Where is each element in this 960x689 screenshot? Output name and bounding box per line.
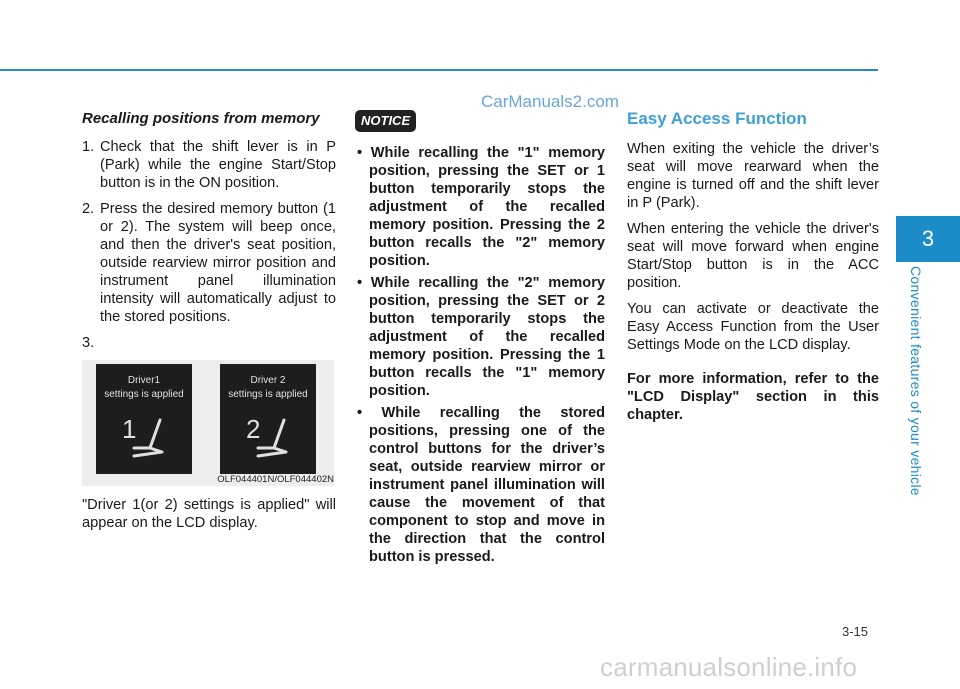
paragraph: When exiting the vehicle the driver’s seat will move rearward when the engine is turned off and the shift lever in P (Park).	[627, 141, 879, 211]
step-3	[82, 334, 336, 352]
bullet-text: While recalling the "2" memory position, pressing the SET or 2 button temporarily stops the adjustment of the recalled memory position. Pressing the 1 button recalls the "1" memory position.	[369, 275, 605, 399]
watermark-bottom: carmanualsonline.info	[600, 652, 858, 682]
lcd-panel-driver-1	[96, 364, 192, 474]
chapter-title: Convenient features of your vehicle	[908, 266, 924, 496]
memory-number: 1	[122, 414, 137, 444]
lcd-message-note: "Driver 1(or 2) settings is applied" will appear on the LCD display.	[82, 497, 336, 531]
column-memory-recall	[82, 110, 336, 532]
step-number: 1.	[82, 139, 95, 155]
paragraph: You can activate or deactivate the Easy Access Function from the User Settings Mode on the LCD display.	[627, 301, 879, 353]
step-1	[82, 138, 336, 192]
lcd-subtitle: settings is applied	[104, 389, 184, 400]
column-easy-access	[627, 110, 879, 424]
figure-caption: OLF044401N/OLF044402N	[217, 474, 334, 485]
column-notice	[355, 110, 605, 570]
subsection-heading: Recalling positions from memory	[82, 110, 320, 127]
step-number: 3.	[82, 335, 95, 351]
lcd-title: Driver1	[127, 375, 161, 386]
lcd-subtitle: settings is applied	[228, 389, 308, 400]
lcd-figure	[82, 360, 334, 486]
bullet-text: While recalling the stored positions, pressing one of the control buttons for the driver’s seat, outside rearview mirror or instrument panel illumination will cause the movement of that component to stop and move in the direction that the control button is pressed.	[369, 405, 606, 565]
step-text: Check that the shift lever is in P (Park) while the engine Start/Stop button is in the ON position.	[100, 139, 336, 191]
lcd-title: Driver 2	[250, 375, 286, 386]
step-text: Press the desired memory button (1 or 2). The system will beep once, and then the driver's seat position, outside rearview mirror position and instrument panel illumination intensity will automatically adjust to the stored positions.	[100, 201, 336, 325]
section-heading: Easy Access Function	[627, 109, 807, 128]
chapter-tab	[896, 216, 960, 262]
seat-memory-2-icon	[244, 414, 294, 460]
seat-memory-1-icon	[120, 414, 170, 460]
watermark-top: CarManuals2.com	[481, 92, 619, 111]
step-number: 2.	[82, 201, 95, 217]
notice-bullet-1: • While recalling the "1" memory position, pressing the SET or 1 button temporarily stops the adjustment of the recalled memory position. Pressing the 2 button recalls the "2" memory position.	[357, 145, 605, 269]
side-chapter-title	[904, 268, 928, 494]
reference-note: For more information, refer to the "LCD Display" section in this chapter.	[627, 371, 879, 423]
header-rule	[0, 69, 878, 71]
notice-bullet-3: • While recalling the stored positions, pressing one of the control buttons for the driver’s seat, outside rearview mirror or instrument panel illumination will cause the movement of that component to stop and move in the direction that the control button is pressed.	[357, 405, 606, 565]
step-2	[82, 200, 336, 326]
lcd-panel-driver-2	[220, 364, 316, 474]
page-number: 3-15	[842, 624, 869, 639]
bullet-text: While recalling the "1" memory position, pressing the SET or 1 button temporarily stops the adjustment of the recalled memory position. Pressing the 2 button recalls the "2" memory position.	[369, 145, 605, 269]
memory-number: 2	[246, 414, 261, 444]
notice-bullet-2: • While recalling the "2" memory position, pressing the SET or 2 button temporarily stops the adjustment of the recalled memory position. Pressing the 1 button recalls the "1" memory position.	[357, 275, 605, 399]
paragraph: When entering the vehicle the driver's seat will move forward when engine Start/Stop button is in the ACC position.	[627, 221, 879, 291]
notice-badge: NOTICE	[355, 110, 416, 132]
chapter-number: 3	[921, 226, 935, 251]
